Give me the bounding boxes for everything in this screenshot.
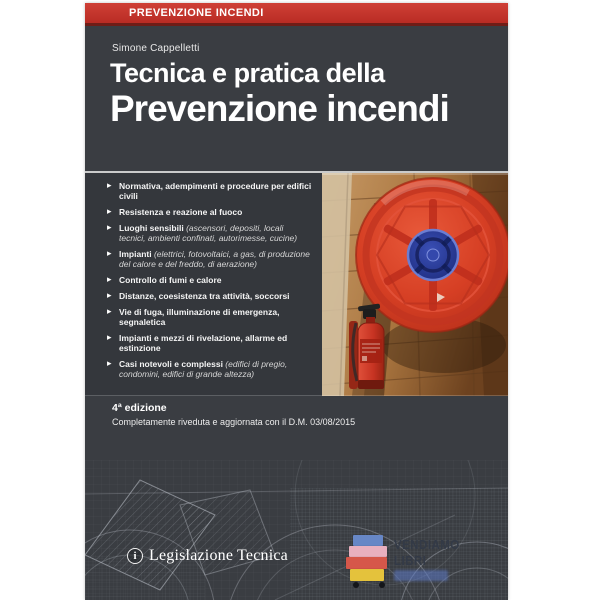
cart-wheel-icon — [353, 582, 359, 588]
book-title-line2: Prevenzione incendi — [110, 88, 449, 129]
book-cover — [85, 3, 508, 600]
list-item-label: Impianti e mezzi di rivelazione, allarme ed estinzione — [119, 333, 288, 353]
list-item-label: Impianti — [119, 249, 152, 259]
book-title-line1: Tecnica e pratica della — [110, 58, 385, 88]
bullet-arrow-icon: ▸ — [107, 358, 112, 368]
list-item — [106, 181, 312, 201]
list-item-detail: (edifici di pregio, condomini, edifici di grande altezza) — [119, 359, 288, 379]
list-item-label: Casi notevoli e complessi — [119, 359, 223, 369]
book-stack-pink — [349, 546, 387, 557]
list-item — [106, 223, 312, 243]
bullet-arrow-icon: ▸ — [107, 290, 112, 300]
seller-logo — [345, 533, 505, 599]
list-item-label: Normativa, adempimenti e procedure per edifici civili — [119, 181, 312, 201]
list-item — [106, 359, 312, 379]
book-stack-yellow — [350, 569, 384, 581]
bullet-arrow-icon: ▸ — [107, 206, 112, 216]
author-name: Simone Cappelletti — [112, 43, 200, 54]
seller-url-blur — [394, 570, 448, 581]
bullet-arrow-icon: ▸ — [107, 248, 112, 258]
edition-label: 4ª edizione — [112, 402, 167, 414]
list-item — [106, 291, 312, 301]
bullet-arrow-icon: ▸ — [107, 306, 112, 316]
list-item-label: Resistenza e reazione al fuoco — [119, 207, 243, 217]
publisher-logo — [127, 547, 288, 565]
publisher-mark-icon: i — [127, 548, 143, 564]
list-item — [106, 207, 312, 217]
seller-name-line1: VENDIAMO — [394, 538, 460, 552]
cover-photo-illustration — [322, 173, 508, 396]
fire-hose-reel — [356, 178, 508, 332]
cover-photo — [322, 173, 508, 396]
list-item — [106, 275, 312, 285]
series-banner-label: PREVENZIONE INCENDI — [129, 7, 264, 19]
book-stack-blue — [353, 535, 383, 546]
topics-list — [106, 181, 312, 385]
seller-name-line2: LIBRI — [394, 554, 427, 568]
photo-bottom-edge — [85, 395, 508, 396]
bullet-arrow-icon: ▸ — [107, 274, 112, 284]
list-item-label: Vie di fuga, illuminazione di emergenza, segnaletica — [119, 307, 280, 327]
series-banner — [85, 3, 508, 26]
book-stack-red — [346, 557, 387, 569]
edition-note: Completamente riveduta e aggiornata con il D.M. 03/08/2015 — [112, 417, 356, 427]
list-item-detail: (ascensori, depositi, locali tecnici, ambienti confinati, autorimesse, cucine) — [119, 223, 298, 243]
publisher-name: Legislazione Tecnica — [149, 547, 288, 564]
bullet-arrow-icon: ▸ — [107, 222, 112, 232]
bullet-arrow-icon: ▸ — [107, 180, 112, 190]
list-item — [106, 249, 312, 269]
cart-wheel-icon — [379, 582, 385, 588]
list-item — [106, 333, 312, 353]
bullet-arrow-icon: ▸ — [107, 332, 112, 342]
contents-band — [85, 173, 508, 396]
list-item-detail: (elettrici, fotovoltaici, a gas, di produzione del calore e del freddo, di aerazione) — [119, 249, 310, 269]
list-item-label: Luoghi sensibili — [119, 223, 184, 233]
list-item-label: Distanze, coesistenza tra attività, soccorsi — [119, 291, 290, 301]
list-item-label: Controllo di fumi e calore — [119, 275, 222, 285]
list-item — [106, 307, 312, 327]
